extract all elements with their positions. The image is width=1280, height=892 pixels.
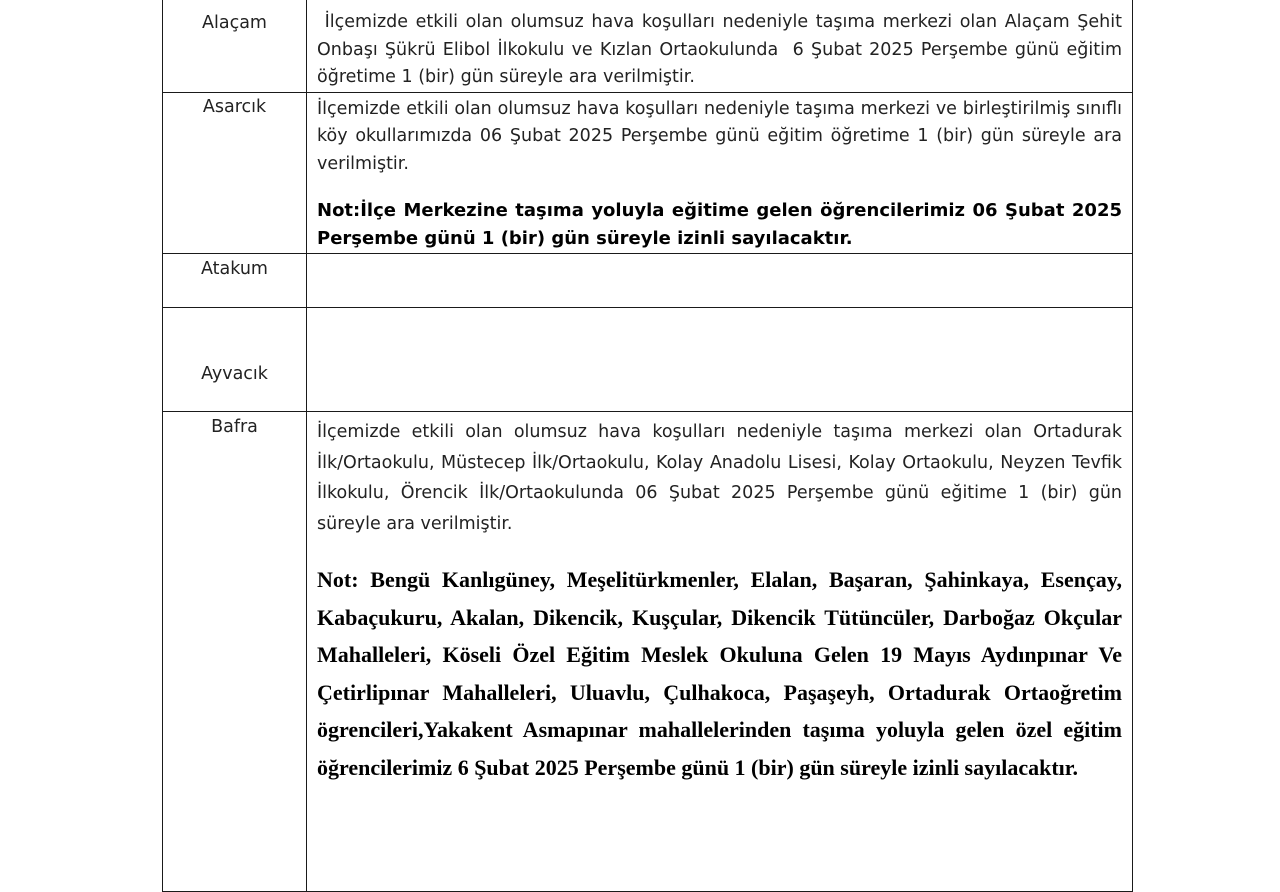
announcement-cell [307,254,1133,308]
announcement-note: Not:İlçe Merkezine taşıma yoluyla eğitime gelen öğrencilerimiz 06 Şubat 2025 Perşembe günü 1 (bir) gün süreyle izinli sayılacaktır. [317,200,1122,249]
table-row-bafra [163,412,1133,892]
district-closure-table [162,0,1133,892]
district-name: Atakum [201,259,268,279]
announcement-text: İlçemizde etkili olan olumsuz hava koşulları nedeniyle taşıma merkezi olan Ortadurak İlk/Ortaokulu, Müstecep İlk/Ortaokulu, Kolay Anadolu Lisesi, Kolay Ortaokulu, Neyzen Tevfik İlkokulu, Örencik İlk/Ortaokulunda 06 Şubat 2025 Perşembe günü eğitime 1 (bir) gün süreyle ara verilmiştir. [317,422,1122,534]
announcement-cell [307,308,1133,412]
table-row-ayvacik [163,308,1133,412]
district-name: Ayvacık [201,364,268,384]
district-cell [163,92,307,254]
district-cell [163,0,307,92]
district-cell [163,254,307,308]
announcement-note: Not: Bengü Kanlıgüney, Meşelitürkmenler, Elalan, Başaran, Şahinkaya, Esençay, Kabaçukuru, Akalan, Dikencik, Kuşçular, Dikencik Tütüncüler, Darboğaz Okçular Mahalleleri, Köseli Özel Eğitim Meslek Okuluna Gelen 19 Mayıs Aydınpınar Ve Çetirlipınar Mahalleleri, Uluavlu, Çulhakoca, Paşaşeyh, Ortadurak Ortaoğretim ögrencileri,Yakakent Asmapınar mahallelerinden taşıma yoluyla gelen özel eğitim öğrencilerimiz 6 Şubat 2025 Perşembe günü 1 (bir) gün süreyle izinli sayılacaktır. [317,567,1122,780]
table-row-asarcik [163,92,1133,254]
district-name: Asarcık [202,96,267,117]
table-row-alacam [163,0,1133,92]
announcement-cell [307,0,1133,92]
district-cell [163,308,307,412]
district-cell [163,412,307,892]
announcement-cell [307,412,1133,892]
announcement-text: İlçemizde etkili olan olumsuz hava koşulları nedeniyle taşıma merkezi ve birleştirilmiş sınıflı köy okullarımızda 06 Şubat 2025 Perşembe günü eğitim öğretime 1 (bir) gün süreyle ara verilmiştir. [317,98,1122,174]
district-name: Alaçam [202,13,267,33]
table-row-atakum [163,254,1133,308]
announcement-cell [307,92,1133,254]
district-name: Bafra [211,417,258,437]
announcement-text: İlçemizde etkili olan olumsuz hava koşulları nedeniyle taşıma merkezi olan Alaçam Şehit Onbaşı Şükrü Elibol İlkokulu ve Kızlan Ortaokulunda 6 Şubat 2025 Perşembe günü eğitim öğretime 1 (bir) gün süreyle ara verilmiştir. [317,12,1128,87]
